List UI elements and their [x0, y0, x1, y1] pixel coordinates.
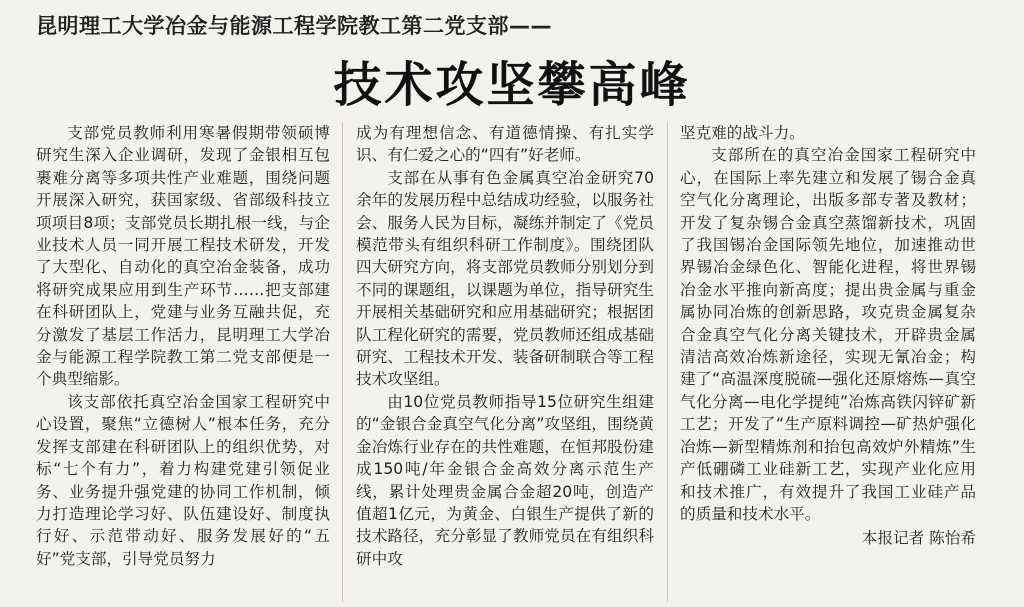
paragraph: 支部所在的真空冶金国家工程研究中心，在国际上率先建立和发展了锡合金真空气化分离理论，出版多部专著及教材；开发了复杂锡合金真空蒸馏新技术，巩固了我国锡冶金国际领先地位，加速推动世界锡冶金绿色化、智能化进程，将世界锡冶金水平推向新高度；提出贵金属与重金属协同冶炼的创新思路，攻克贵金属复杂合金真空气化分离关键技术，开辟贵金属清洁高效冶炼新途径，实现无氰冶金；构建了“高温深度脱硫—强化还原熔炼—真空气化分离—电化学提纯”冶炼高铁闪锌矿新工艺；开发了“生产原料调控—矿热炉强化冶炼—新型精炼剂和抬包高效炉外精炼”生产低硼磷工业硅新工艺，实现产业化应用和技术推广，有效提升了我国工业硅产品的质量和技术水平。: [680, 146, 976, 523]
article-kicker: 昆明理工大学冶金与能源工程学院教工第二党支部——: [36, 14, 552, 38]
article-headline: 技术攻坚攀高峰: [333, 57, 691, 113]
paragraph: 坚克难的战斗力。: [680, 124, 805, 142]
column-divider: [342, 122, 343, 602]
column-1: [36, 122, 330, 570]
byline: 本报记者 陈怡希: [861, 529, 976, 548]
paragraph: 由10位党员教师指导15位研究生组建的“金银合金真空气化分离”攻坚组，围绕黄金冶炼行业存在的共性难题，在恒邦股份建成150吨/年金银合金高效分离示范生产线，累计处理贵金属合金超20吨，创造产值超1亿元，为黄金、白银生产提供了新的技术路径，充分彰显了教师党员在有组织科研中攻: [356, 392, 654, 568]
column-2: [356, 122, 654, 570]
paragraph: 成为有理想信念、有道德情操、有扎实学识、有仁爱之心的“四有”好老师。: [356, 124, 654, 165]
paragraph: 该支部依托真空冶金国家工程研究中心设置，聚焦“立德树人”根本任务，充分发挥支部建在科研团队上的组织优势，对标“七个有力”，着力构建党建引领促业务、业务提升强党建的协同工作机制，倾力打造理论学习好、队伍建设好、制度执行好、示范带动好、服务发展好的“五好”党支部，引导党员努力: [36, 392, 330, 568]
paragraph: 支部党员教师利用寒暑假期带领硕博研究生深入企业调研，发现了金银相互包裹难分离等多项共性产业难题，围绕问题开展深入研究，获国家级、省部级科技立项项目8项；支部党员长期扎根一线，与企业技术人员一同开展工程技术研发，开发了大型化、自动化的真空冶金装备，成功将研究成果应用到生产环节……把支部建在科研团队上，党建与业务互融共促，充分激发了基层工作活力，昆明理工大学冶金与能源工程学院教工第二党支部便是一个典型缩影。: [36, 124, 330, 389]
article-body: [36, 122, 991, 602]
paragraph: 支部在从事有色金属真空冶金研究70余年的发展历程中总结成功经验，以服务社会、服务人民为目标，凝练并制定了《党员模范带头有组织科研工作制度》。围绕团队四大研究方向，将支部党员教师分别划分到不同的课题组，以课题为单位，指导研究生开展相关基础研究和应用基础研究；根据团队工程化研究的需要，党员教师还组成基础研究、工程技术开发、装备研制联合等工程技术攻坚组。: [356, 168, 654, 389]
column-3: [680, 122, 976, 550]
column-divider: [667, 122, 668, 602]
